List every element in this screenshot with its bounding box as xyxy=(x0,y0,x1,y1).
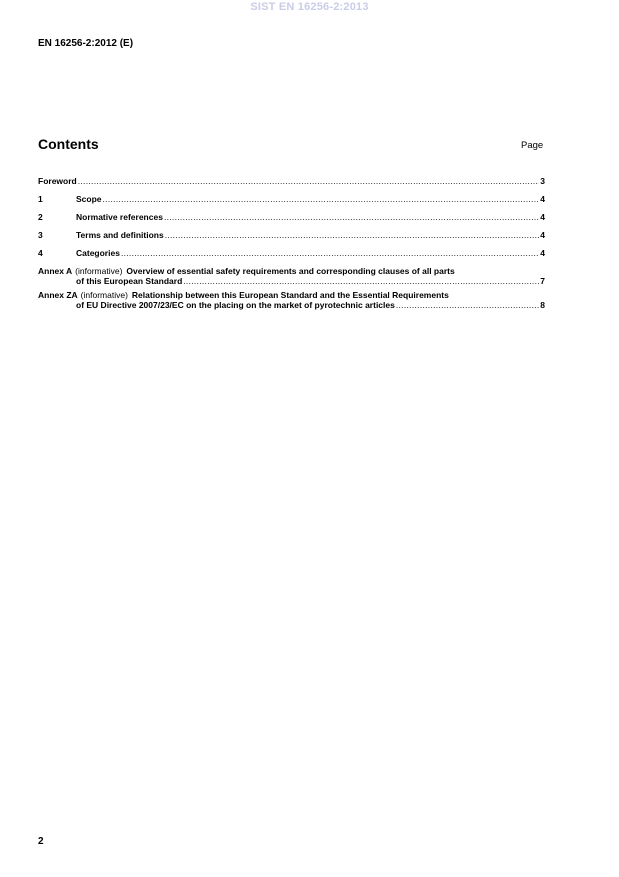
toc-entry-title: Terms and definitions xyxy=(76,230,164,240)
toc-entry-page: 4 xyxy=(540,248,545,258)
toc-leader-dots xyxy=(165,230,540,240)
annex-title-line2: of EU Directive 2007/23/EC on the placing on the market of pyrotechnic articles xyxy=(76,300,395,310)
toc-entry-title: Foreword xyxy=(38,176,77,186)
toc-entry-number: 2 xyxy=(38,212,43,222)
toc-entry-foreword[interactable] xyxy=(38,176,545,194)
annex-note: (informative) xyxy=(75,266,123,276)
toc-leader-dots xyxy=(103,194,540,204)
toc-entry-scope[interactable] xyxy=(38,194,545,212)
toc-entry-page: 8 xyxy=(540,300,545,310)
annex-note: (informative) xyxy=(80,290,128,300)
toc-entry-page: 3 xyxy=(540,176,545,186)
toc-leader-dots xyxy=(78,176,540,186)
toc-entry-page: 4 xyxy=(540,194,545,204)
toc-entry-title: Categories xyxy=(76,248,120,258)
annex-label: Annex A xyxy=(38,266,73,276)
table-of-contents xyxy=(38,176,545,314)
toc-entry-categories[interactable] xyxy=(38,248,545,266)
toc-entry-page: 4 xyxy=(540,212,545,222)
toc-entry-number: 4 xyxy=(38,248,43,258)
toc-entry-normative-references[interactable] xyxy=(38,212,545,230)
toc-leader-dots xyxy=(121,248,539,258)
toc-leader-dots xyxy=(396,300,539,310)
annex-title-line2: of this European Standard xyxy=(76,276,183,286)
toc-entry-terms-and-definitions[interactable] xyxy=(38,230,545,248)
page-number: 2 xyxy=(38,836,44,847)
toc-entry-annex-a[interactable] xyxy=(38,266,545,286)
toc-leader-dots xyxy=(183,276,539,286)
document-identifier: EN 16256-2:2012 (E) xyxy=(38,38,134,49)
annex-title-line1: Overview of essential safety requirements and corresponding clauses of all parts xyxy=(126,266,455,276)
contents-heading: Contents xyxy=(38,136,99,152)
page-column-label: Page xyxy=(521,140,544,151)
toc-entry-page: 4 xyxy=(540,230,545,240)
toc-leader-dots xyxy=(164,212,539,222)
toc-entry-page: 7 xyxy=(540,276,545,286)
toc-entry-title: Scope xyxy=(76,194,102,204)
annex-title-line1: Relationship between this European Standard and the Essential Requirements xyxy=(131,290,449,300)
toc-entry-number: 3 xyxy=(38,230,43,240)
toc-entry-annex-za[interactable] xyxy=(38,290,545,310)
toc-entry-title: Normative references xyxy=(76,212,163,222)
watermark: SIST EN 16256-2:2013 xyxy=(250,1,369,13)
toc-entry-number: 1 xyxy=(38,194,43,204)
annex-label: Annex ZA xyxy=(38,290,78,300)
